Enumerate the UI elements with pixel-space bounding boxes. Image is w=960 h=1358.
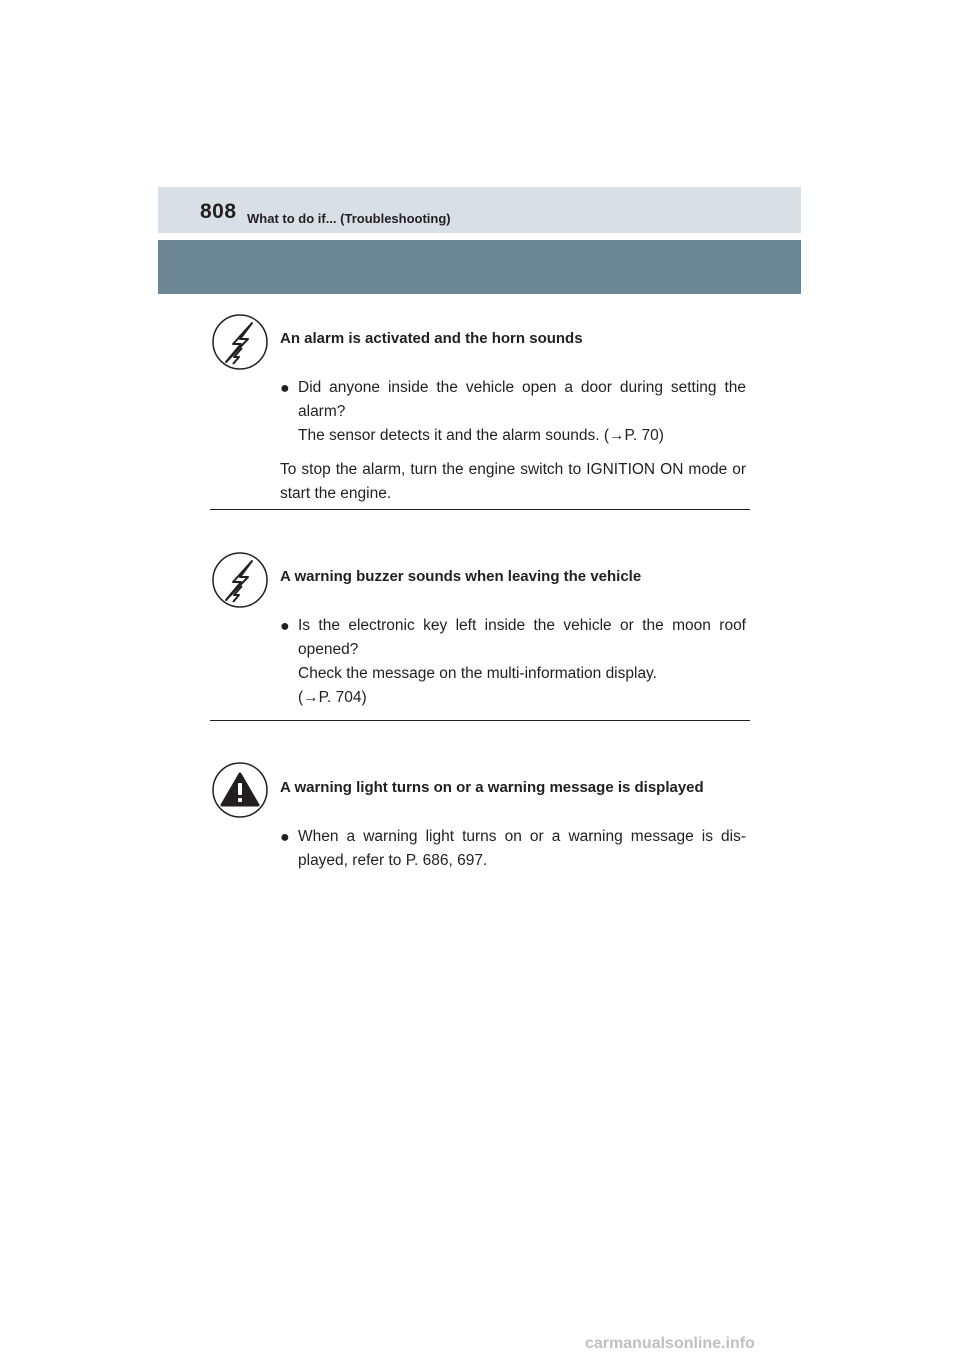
bullet-dot: ●	[280, 380, 290, 397]
bullet-detail: Check the message on the multi-information display.	[298, 665, 657, 682]
bullet-dot: ●	[280, 829, 290, 846]
electric-spark-icon	[212, 552, 268, 608]
footer-watermark: carmanualsonline.info	[585, 1335, 755, 1352]
topic-heading: A warning light turns on or a warning message is displayed	[280, 779, 704, 796]
note-paragraph: To stop the alarm, turn the engine switch to IGNITION ON mode or start the engine.	[280, 461, 746, 502]
exclamation-warning-icon	[212, 762, 268, 818]
header-band	[158, 187, 801, 233]
list-item	[280, 825, 746, 873]
page-reference: (→P. 704)	[298, 689, 367, 706]
section-title: What to do if... (Troubleshooting)	[247, 211, 451, 226]
topic-heading: A warning buzzer sounds when leaving the vehicle	[280, 568, 642, 585]
page-number: 808	[200, 200, 237, 223]
topic-heading: An alarm is activated and the horn sounds	[280, 330, 583, 347]
bullet-text: When a warning light turns on or a warning message is dis-played, refer to P. 686, 697.	[298, 828, 746, 869]
title-bar	[158, 240, 801, 294]
list-item	[280, 614, 746, 710]
divider	[210, 720, 750, 721]
divider	[210, 509, 750, 510]
bullet-question: Is the electronic key left inside the vehicle or the moon roof opened?	[298, 617, 746, 658]
bullet-dot: ●	[280, 618, 290, 635]
bullet-question: Did anyone inside the vehicle open a door during setting the alarm?	[298, 379, 746, 420]
bullet-detail: The sensor detects it and the alarm sounds. (→P. 70)	[298, 427, 664, 444]
electric-spark-icon	[212, 314, 268, 370]
list-item	[280, 376, 746, 448]
